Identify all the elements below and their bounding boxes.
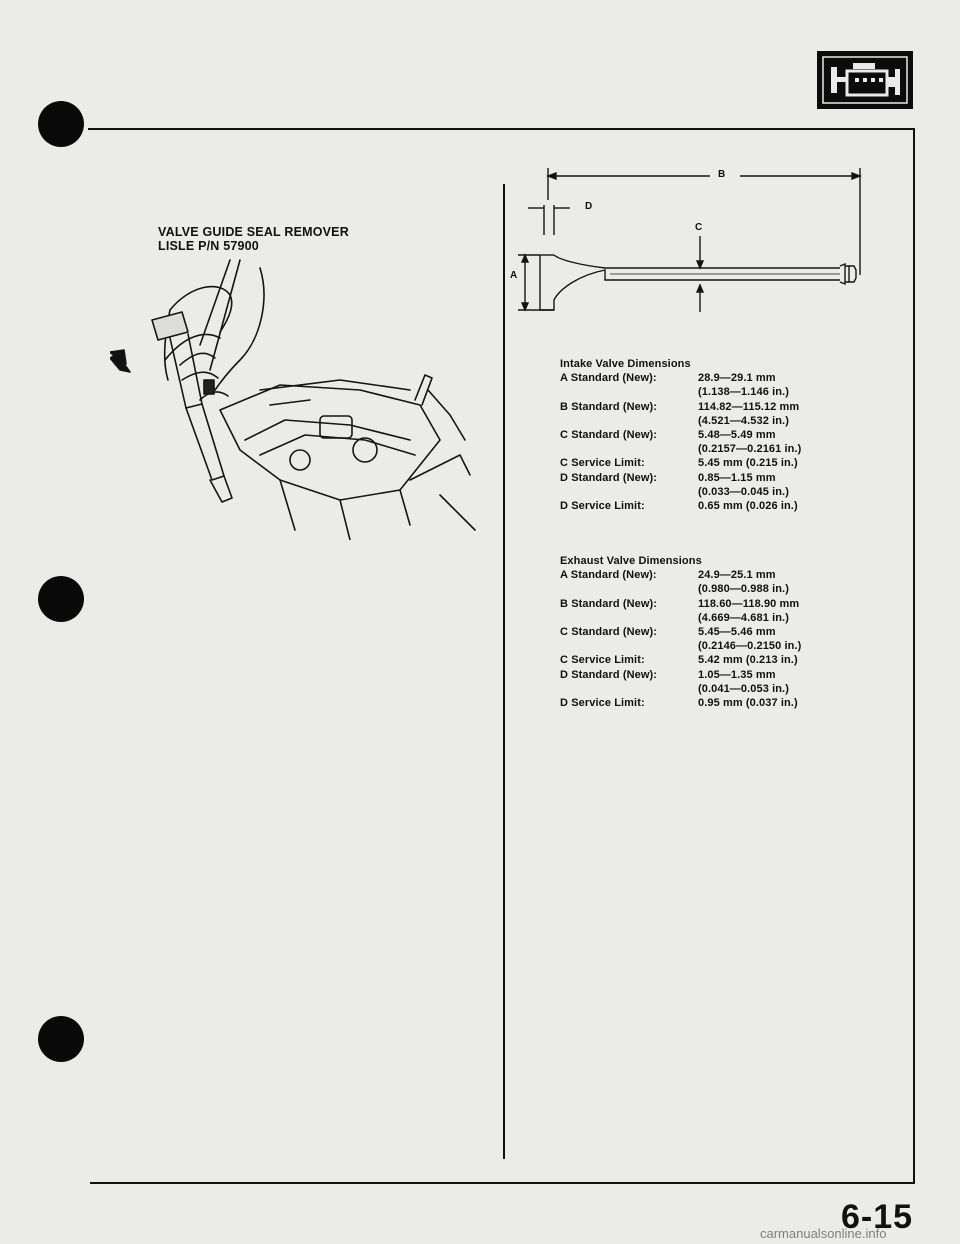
- spec-label: [560, 582, 698, 596]
- intake-spec-row: [560, 428, 801, 442]
- exhaust-spec-row: [560, 639, 801, 653]
- top-rule: [88, 128, 914, 130]
- tool-part-number: LISLE P/N 57900: [158, 239, 259, 253]
- exhaust-valve-specs: [560, 554, 801, 710]
- exhaust-spec-row: [560, 625, 801, 639]
- spec-label: C Service Limit:: [560, 457, 645, 470]
- spec-label: [560, 414, 698, 428]
- spec-value: (0.2146—0.2150 in.): [698, 640, 802, 653]
- spec-label: [560, 639, 698, 653]
- spec-value: (4.521—4.532 in.): [698, 414, 789, 427]
- dimension-label-a: A: [510, 270, 518, 281]
- spec-label: D Service Limit:: [560, 500, 645, 513]
- intake-spec-row: [560, 400, 801, 414]
- spec-value: 5.45—5.46 mm: [698, 626, 776, 639]
- exhaust-spec-row: [560, 568, 801, 582]
- spec-label: A Standard (New):: [560, 372, 657, 385]
- spec-label: D Standard (New):: [560, 668, 658, 681]
- spec-label: [560, 682, 698, 696]
- right-rule: [913, 128, 915, 1183]
- intake-spec-row: [560, 471, 801, 485]
- exhaust-spec-row: [560, 611, 801, 625]
- page-number: 6-15: [841, 1198, 914, 1236]
- exhaust-spec-row: [560, 696, 801, 710]
- tool-name: VALVE GUIDE SEAL REMOVER: [158, 225, 349, 239]
- spec-value: 118.60—118.90 mm: [698, 597, 800, 610]
- spec-label: D Standard (New):: [560, 471, 658, 484]
- spec-label: C Standard (New):: [560, 429, 658, 442]
- spec-value: (4.669—4.681 in.): [698, 611, 789, 624]
- intake-spec-row: [560, 442, 801, 456]
- exhaust-spec-row: [560, 582, 801, 596]
- column-divider: [503, 184, 505, 1159]
- exhaust-spec-row: [560, 682, 801, 696]
- spec-value: 24.9—25.1 mm: [698, 569, 776, 582]
- valve-dimension-diagram: [510, 160, 870, 330]
- spec-label: [560, 385, 698, 399]
- watermark: carmanualsonline.info: [760, 1226, 887, 1241]
- spec-label: [560, 611, 698, 625]
- spec-value: (0.2157—0.2161 in.): [698, 443, 802, 456]
- spec-label: C Service Limit:: [560, 654, 645, 667]
- spec-value: 114.82—115.12 mm: [698, 400, 800, 413]
- intake-spec-row: [560, 499, 801, 513]
- spec-label: C Standard (New):: [560, 626, 658, 639]
- intake-spec-row: [560, 456, 801, 470]
- intake-spec-row: [560, 414, 801, 428]
- spec-value: (0.041—0.053 in.): [698, 682, 789, 695]
- dimension-label-d: D: [585, 201, 593, 212]
- valve-seal-removal-illustration: [110, 240, 480, 540]
- spec-value: 0.95 mm (0.037 in.): [698, 697, 798, 710]
- spec-value: (0.980—0.988 in.): [698, 583, 789, 596]
- exhaust-spec-row: [560, 653, 801, 667]
- spec-value: 5.45 mm (0.215 in.): [698, 457, 798, 470]
- dimension-label-c: C: [695, 222, 703, 233]
- intake-heading: Intake Valve Dimensions: [560, 358, 691, 370]
- spec-label: A Standard (New):: [560, 569, 657, 582]
- spec-value: (0.033—0.045 in.): [698, 485, 789, 498]
- engine-icon: [817, 51, 913, 109]
- exhaust-spec-row: [560, 668, 801, 682]
- intake-spec-row: [560, 385, 801, 399]
- spec-value: 5.42 mm (0.213 in.): [698, 654, 798, 667]
- spec-value: 1.05—1.35 mm: [698, 668, 776, 681]
- intake-valve-specs: [560, 357, 801, 513]
- spec-label: B Standard (New):: [560, 597, 658, 610]
- spec-label: [560, 485, 698, 499]
- binder-hole-middle: [38, 576, 84, 622]
- spec-value: 0.85—1.15 mm: [698, 471, 776, 484]
- spec-value: 28.9—29.1 mm: [698, 372, 776, 385]
- intake-spec-row: [560, 371, 801, 385]
- binder-hole-bottom: [38, 1016, 84, 1062]
- binder-hole-top: [38, 101, 84, 147]
- spec-value: (1.138—1.146 in.): [698, 386, 789, 399]
- exhaust-spec-row: [560, 597, 801, 611]
- bottom-rule: [90, 1182, 915, 1184]
- dimension-label-b: B: [718, 169, 726, 180]
- spec-label: [560, 442, 698, 456]
- spec-value: 5.48—5.49 mm: [698, 429, 776, 442]
- intake-spec-row: [560, 485, 801, 499]
- spec-label: D Service Limit:: [560, 697, 645, 710]
- exhaust-heading: Exhaust Valve Dimensions: [560, 555, 702, 567]
- spec-value: 0.65 mm (0.026 in.): [698, 500, 798, 513]
- spec-label: B Standard (New):: [560, 400, 658, 413]
